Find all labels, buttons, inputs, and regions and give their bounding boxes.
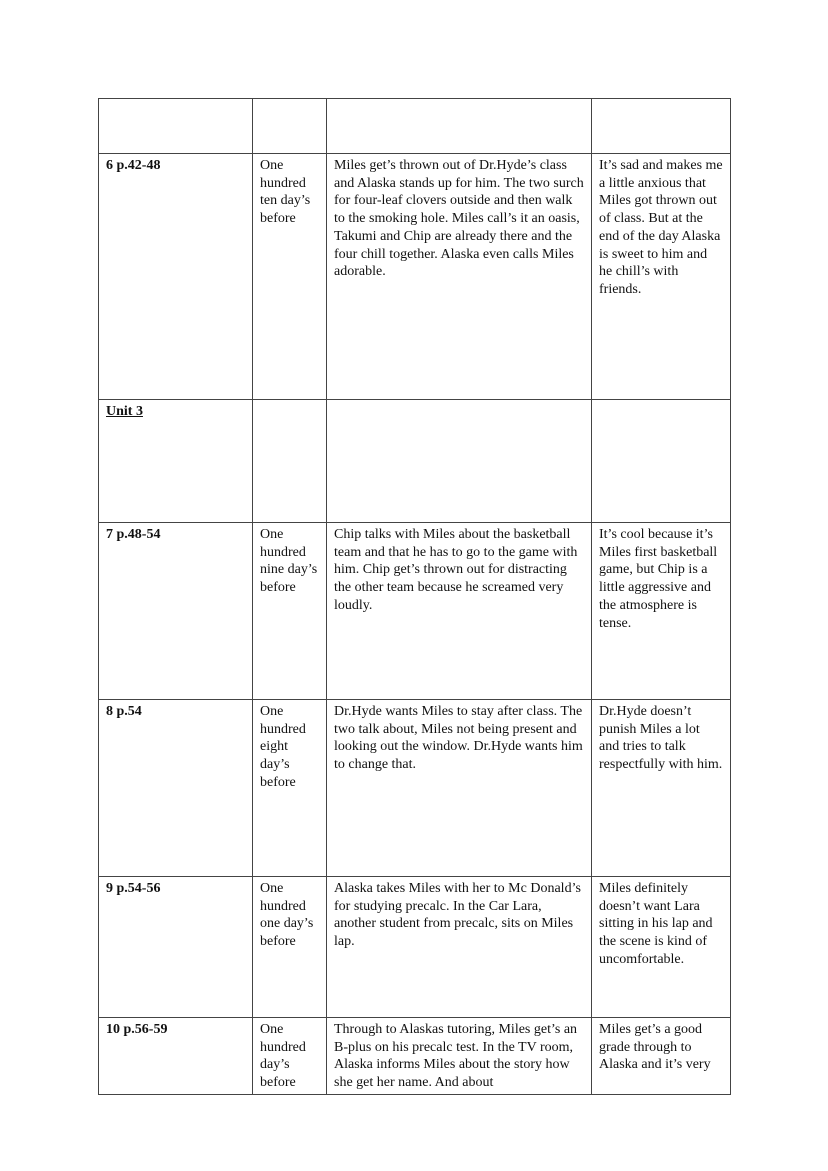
opinion-cell <box>592 400 731 523</box>
opinion-cell: Dr.Hyde doesn’t punish Miles a lot and tries to talk respectfully with him. <box>592 700 731 877</box>
time-cell: One hundred nine day’s before <box>253 523 327 700</box>
table-row <box>99 700 731 877</box>
time-cell: One hundred eight day’s before <box>253 700 327 877</box>
unit-heading-cell: Unit 3 <box>99 400 253 523</box>
table-row <box>99 154 731 400</box>
table-row <box>99 1018 731 1095</box>
reading-log-table <box>98 98 731 1095</box>
opinion-cell: Miles definitely doesn’t want Lara sitting in his lap and the scene is kind of uncomfortable. <box>592 877 731 1018</box>
time-cell: One hundred one day’s before <box>253 877 327 1018</box>
time-cell <box>253 99 327 154</box>
time-cell: One hundred ten day’s before <box>253 154 327 400</box>
table-row <box>99 523 731 700</box>
table-row <box>99 877 731 1018</box>
summary-cell: Through to Alaskas tutoring, Miles get’s an B-plus on his precalc test. In the TV room, Alaska informs Miles about the story how she get her name. And about <box>327 1018 592 1095</box>
opinion-cell: It’s sad and makes me a little anxious that Miles got thrown out of class. But at the end of the day Alaska is sweet to him and he chill’s with friends. <box>592 154 731 400</box>
chapter-cell: 9 p.54-56 <box>99 877 253 1018</box>
summary-cell: Chip talks with Miles about the basketball team and that he has to go to the game with him. Chip get’s thrown out for distracting the other team because he screamed very loudly. <box>327 523 592 700</box>
chapter-cell: 7 p.48-54 <box>99 523 253 700</box>
chapter-cell: 10 p.56-59 <box>99 1018 253 1095</box>
opinion-cell: It’s cool because it’s Miles first basketball game, but Chip is a little aggressive and the atmosphere is tense. <box>592 523 731 700</box>
summary-cell <box>327 400 592 523</box>
chapter-cell: 6 p.42-48 <box>99 154 253 400</box>
chapter-cell <box>99 99 253 154</box>
time-cell <box>253 400 327 523</box>
time-cell: One hundred day’s before <box>253 1018 327 1095</box>
table-row <box>99 400 731 523</box>
summary-cell <box>327 99 592 154</box>
table-row <box>99 99 731 154</box>
summary-cell: Alaska takes Miles with her to Mc Donald’s for studying precalc. In the Car Lara, another student from precalc, sits on Miles lap. <box>327 877 592 1018</box>
opinion-cell: Miles get’s a good grade through to Alaska and it’s very <box>592 1018 731 1095</box>
opinion-cell <box>592 99 731 154</box>
chapter-cell: 8 p.54 <box>99 700 253 877</box>
summary-cell: Miles get’s thrown out of Dr.Hyde’s class and Alaska stands up for him. The two surch for four-leaf clovers outside and then walk to the smoking hole. Miles call’s it an oasis, Takumi and Chip are already there and the four chill together. Alaska even calls Miles adorable. <box>327 154 592 400</box>
summary-cell: Dr.Hyde wants Miles to stay after class. The two talk about, Miles not being present and looking out the window. Dr.Hyde wants him to change that. <box>327 700 592 877</box>
